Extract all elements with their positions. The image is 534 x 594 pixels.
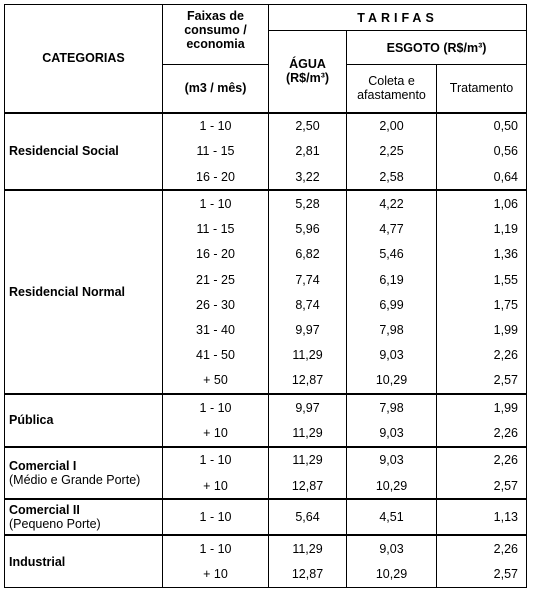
tratamento-cell: 1,75	[437, 292, 527, 317]
agua-cell: 5,28	[269, 190, 347, 216]
tratamento-cell: 2,57	[437, 368, 527, 394]
coleta-cell: 4,22	[347, 190, 437, 216]
coleta-cell: 4,77	[347, 217, 437, 242]
agua-cell: 9,97	[269, 317, 347, 342]
faixa-cell: 41 - 50	[163, 342, 269, 367]
faixa-cell: 1 - 10	[163, 113, 269, 139]
header-coleta: Coleta e afastamento	[347, 65, 437, 113]
agua-cell: 11,29	[269, 420, 347, 446]
coleta-cell: 5,46	[347, 242, 437, 267]
header-categorias: CATEGORIAS	[5, 5, 163, 113]
category-name: Residencial Normal	[9, 285, 126, 300]
tratamento-cell: 1,13	[437, 499, 527, 535]
tratamento-cell: 1,36	[437, 242, 527, 267]
coleta-cell: 6,19	[347, 267, 437, 292]
table-row	[5, 535, 527, 561]
coleta-cell: 2,58	[347, 164, 437, 190]
category-name: Comercial II	[9, 503, 80, 518]
category-name: Industrial	[9, 554, 66, 569]
tratamento-cell: 2,57	[437, 562, 527, 588]
agua-cell: 8,74	[269, 292, 347, 317]
agua-cell: 5,96	[269, 217, 347, 242]
faixa-cell: + 10	[163, 562, 269, 588]
header-tratamento: Tratamento	[437, 65, 527, 113]
agua-cell: 3,22	[269, 164, 347, 190]
agua-cell: 9,97	[269, 394, 347, 420]
faixa-cell: 26 - 30	[163, 292, 269, 317]
coleta-cell: 10,29	[347, 562, 437, 588]
tratamento-cell: 0,50	[437, 113, 527, 139]
tratamento-cell: 2,26	[437, 342, 527, 367]
faixa-cell: 11 - 15	[163, 217, 269, 242]
header-esgoto: ESGOTO (R$/m³)	[347, 31, 527, 65]
agua-cell: 7,74	[269, 267, 347, 292]
faixa-cell: 1 - 10	[163, 535, 269, 561]
tratamento-cell: 1,99	[437, 394, 527, 420]
coleta-cell: 10,29	[347, 368, 437, 394]
header-faixas-unit: (m3 / mês)	[163, 65, 269, 113]
category-cell	[5, 394, 163, 447]
agua-cell: 2,81	[269, 139, 347, 164]
coleta-cell: 9,03	[347, 342, 437, 367]
coleta-cell: 6,99	[347, 292, 437, 317]
tratamento-cell: 0,64	[437, 164, 527, 190]
tariff-table	[4, 4, 527, 588]
table-row	[5, 394, 527, 420]
category-cell	[5, 190, 163, 394]
category-cell	[5, 499, 163, 535]
coleta-cell: 7,98	[347, 394, 437, 420]
faixa-cell: 1 - 10	[163, 499, 269, 535]
category-name: Residencial Social	[9, 144, 119, 159]
coleta-cell: 9,03	[347, 447, 437, 473]
header-faixas: Faixas de consumo / economia	[163, 5, 269, 65]
header-tarifas: TARIFAS	[269, 5, 527, 31]
table-row	[5, 113, 527, 139]
faixa-cell: 16 - 20	[163, 164, 269, 190]
agua-cell: 12,87	[269, 473, 347, 499]
faixa-cell: 31 - 40	[163, 317, 269, 342]
agua-cell: 2,50	[269, 113, 347, 139]
tratamento-cell: 1,99	[437, 317, 527, 342]
tratamento-cell: 2,26	[437, 420, 527, 446]
category-cell	[5, 447, 163, 500]
faixa-cell: 11 - 15	[163, 139, 269, 164]
category-name: Comercial I	[9, 459, 77, 473]
faixa-cell: 1 - 10	[163, 190, 269, 216]
tratamento-cell: 2,57	[437, 473, 527, 499]
faixa-cell: 1 - 10	[163, 394, 269, 420]
category-subtitle: (Pequeno Porte)	[9, 517, 101, 532]
agua-cell: 5,64	[269, 499, 347, 535]
faixa-cell: + 10	[163, 420, 269, 446]
agua-cell: 12,87	[269, 562, 347, 588]
coleta-cell: 2,25	[347, 139, 437, 164]
faixa-cell: 16 - 20	[163, 242, 269, 267]
agua-cell: 11,29	[269, 342, 347, 367]
tratamento-cell: 2,26	[437, 447, 527, 473]
agua-cell: 11,29	[269, 447, 347, 473]
faixa-cell: 1 - 10	[163, 447, 269, 473]
tratamento-cell: 1,55	[437, 267, 527, 292]
agua-cell: 12,87	[269, 368, 347, 394]
tratamento-cell: 1,06	[437, 190, 527, 216]
coleta-cell: 9,03	[347, 420, 437, 446]
faixa-cell: + 10	[163, 473, 269, 499]
tratamento-cell: 2,26	[437, 535, 527, 561]
category-cell	[5, 113, 163, 191]
tratamento-cell: 0,56	[437, 139, 527, 164]
tratamento-cell: 1,19	[437, 217, 527, 242]
category-name: Pública	[9, 413, 54, 428]
table-row	[5, 447, 527, 473]
agua-cell: 6,82	[269, 242, 347, 267]
coleta-cell: 2,00	[347, 113, 437, 139]
category-subtitle: (Médio e Grande Porte)	[9, 473, 141, 487]
table-row	[5, 190, 527, 216]
category-cell	[5, 535, 163, 587]
coleta-cell: 9,03	[347, 535, 437, 561]
header-agua: ÁGUA (R$/m³)	[269, 31, 347, 113]
faixa-cell: + 50	[163, 368, 269, 394]
table-row	[5, 499, 527, 535]
agua-cell: 11,29	[269, 535, 347, 561]
faixa-cell: 21 - 25	[163, 267, 269, 292]
coleta-cell: 7,98	[347, 317, 437, 342]
coleta-cell: 4,51	[347, 499, 437, 535]
coleta-cell: 10,29	[347, 473, 437, 499]
